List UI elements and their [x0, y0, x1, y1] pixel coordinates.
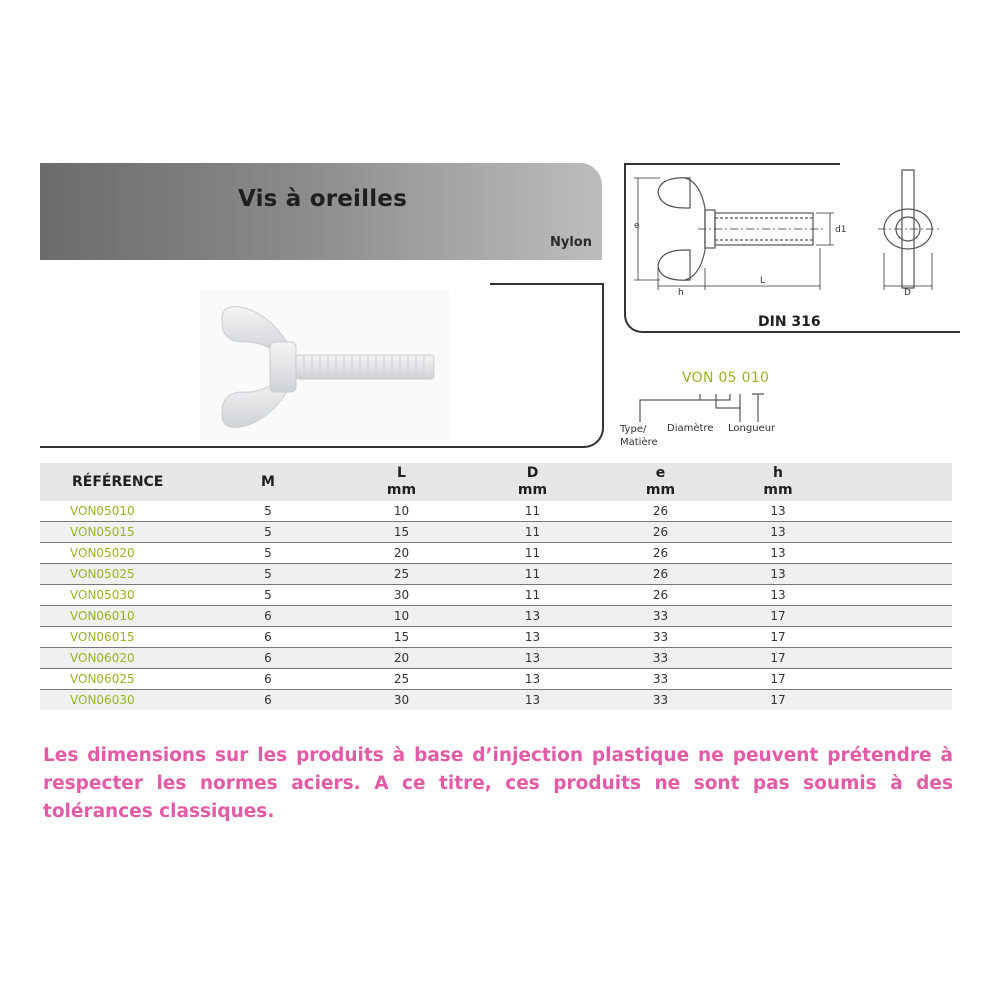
- value-cell: 26: [598, 564, 723, 585]
- value-cell: 13: [723, 522, 833, 543]
- value-cell: 5: [200, 564, 336, 585]
- value-cell: 13: [723, 501, 833, 522]
- reference-cell: VON06030: [40, 690, 200, 711]
- value-cell: 11: [467, 543, 598, 564]
- reference-cell: VON05025: [40, 564, 200, 585]
- reference-cell: VON06015: [40, 627, 200, 648]
- value-cell: 13: [723, 564, 833, 585]
- value-cell: 17: [723, 669, 833, 690]
- value-cell: 20: [336, 543, 467, 564]
- col-header-m: M: [200, 463, 336, 501]
- value-cell: 13: [723, 543, 833, 564]
- value-cell: 5: [200, 585, 336, 606]
- table-row: [40, 669, 952, 690]
- value-cell: 11: [467, 501, 598, 522]
- reference-cell: VON05020: [40, 543, 200, 564]
- table-row: [40, 501, 952, 522]
- value-cell: 20: [336, 648, 467, 669]
- table-row: [40, 522, 952, 543]
- col-header-l: L mm: [336, 463, 467, 501]
- table-row: [40, 543, 952, 564]
- value-cell: 11: [467, 585, 598, 606]
- value-cell: 33: [598, 690, 723, 711]
- value-cell: 6: [200, 627, 336, 648]
- dim-d-label: D: [904, 288, 911, 298]
- reference-cell: VON06010: [40, 606, 200, 627]
- dim-l-label: L: [760, 276, 766, 286]
- reference-cell: VON05015: [40, 522, 200, 543]
- value-cell: 10: [336, 606, 467, 627]
- value-cell: 5: [200, 501, 336, 522]
- table-row: [40, 585, 952, 606]
- value-cell: 6: [200, 606, 336, 627]
- din-316-drawing: [630, 168, 950, 298]
- value-cell: 5: [200, 522, 336, 543]
- photo-frame-top-line: [490, 283, 604, 285]
- value-cell: 17: [723, 627, 833, 648]
- col-header-e: e mm: [598, 463, 723, 501]
- value-cell: 6: [200, 669, 336, 690]
- value-cell: 5: [200, 543, 336, 564]
- table-row: [40, 564, 952, 585]
- value-cell: 33: [598, 627, 723, 648]
- page-title: Vis à oreilles: [238, 186, 407, 212]
- reference-cell: VON05010: [40, 501, 200, 522]
- footnote-disclaimer: Les dimensions sur les produits à base d’injection plastique ne peuvent prétendre à respecter les normes aciers. A ce titre, ces produits ne sont pas soumis à des tolérances classiques.: [43, 745, 953, 822]
- reference-cell: VON06020: [40, 648, 200, 669]
- reference-cell: VON06025: [40, 669, 200, 690]
- value-cell: 15: [336, 627, 467, 648]
- table-row: [40, 627, 952, 648]
- legend-diameter: Diamètre: [667, 423, 714, 434]
- table-row: [40, 606, 952, 627]
- value-cell: 13: [467, 648, 598, 669]
- table-row: [40, 648, 952, 669]
- value-cell: 17: [723, 606, 833, 627]
- value-cell: 11: [467, 564, 598, 585]
- dim-e-label: e: [634, 221, 640, 231]
- legend-type: Type/ Matière: [620, 424, 658, 448]
- value-cell: 33: [598, 648, 723, 669]
- col-header-h: h mm: [723, 463, 833, 501]
- value-cell: 13: [723, 585, 833, 606]
- value-cell: 13: [467, 627, 598, 648]
- value-cell: 13: [467, 690, 598, 711]
- value-cell: 30: [336, 690, 467, 711]
- value-cell: 6: [200, 690, 336, 711]
- value-cell: 25: [336, 564, 467, 585]
- value-cell: 17: [723, 690, 833, 711]
- value-cell: 26: [598, 522, 723, 543]
- value-cell: 33: [598, 606, 723, 627]
- value-cell: 33: [598, 669, 723, 690]
- dim-d1-label: d1: [835, 225, 847, 235]
- value-cell: 15: [336, 522, 467, 543]
- value-cell: 17: [723, 648, 833, 669]
- value-cell: 13: [467, 669, 598, 690]
- value-cell: 11: [467, 522, 598, 543]
- standard-label: DIN 316: [758, 314, 821, 330]
- code-example: VON 05 010: [682, 370, 770, 386]
- material-label: Nylon: [550, 235, 592, 250]
- col-header-reference: RÉFÉRENCE: [40, 463, 200, 501]
- value-cell: 25: [336, 669, 467, 690]
- value-cell: 13: [467, 606, 598, 627]
- wing-screw-photo: [200, 290, 450, 440]
- value-cell: 26: [598, 543, 723, 564]
- table-row: [40, 690, 952, 711]
- col-header-d: D mm: [467, 463, 598, 501]
- value-cell: 30: [336, 585, 467, 606]
- value-cell: 26: [598, 585, 723, 606]
- dim-h-label: h: [678, 288, 684, 298]
- value-cell: 6: [200, 648, 336, 669]
- table-header-row: [40, 463, 952, 501]
- legend-length: Longueur: [728, 423, 776, 434]
- code-legend-lines: [612, 390, 772, 426]
- reference-cell: VON05030: [40, 585, 200, 606]
- value-cell: 10: [336, 501, 467, 522]
- value-cell: 26: [598, 501, 723, 522]
- dimensions-table: [40, 463, 952, 710]
